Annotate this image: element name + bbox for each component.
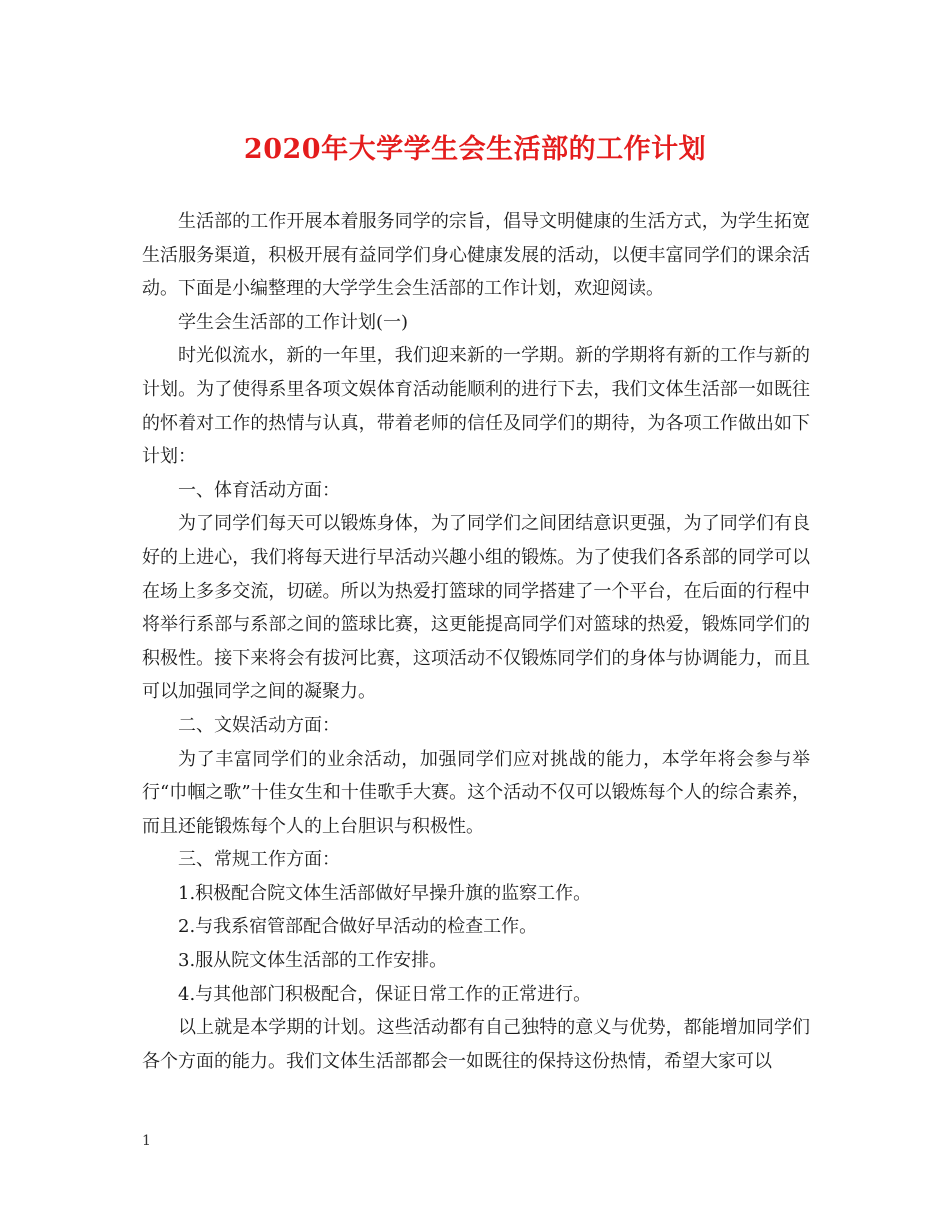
list-item-routine-3: 3.服从院文体生活部的工作安排。 xyxy=(178,950,448,972)
section-heading-sports: 一、体育活动方面： xyxy=(178,479,340,501)
section-heading-routine: 三、常规工作方面： xyxy=(178,849,340,871)
document-body xyxy=(142,205,810,1078)
list-item-routine-2: 2.与我系宿管部配合做好早活动的检查工作。 xyxy=(178,916,538,938)
paragraph-sports: 为了同学们每天可以锻炼身体，为了同学们之间团结意识更强，为了同学们有良好的上进心，我们将每天进行早活动兴趣小组的锻炼。为了使我们各系部的同学可以在场上多多交流，切磋。所以为热爱打篮球的同学搭建了一个平台，在后面的行程中将举行系部与系部之间的篮球比赛，这更能提高同学们对篮球的热爱，锻炼同学们的积极性。接下来将会有拔河比赛，这项活动不仅锻炼同学们的身体与协调能力，而且可以加强同学之间的凝聚力。 xyxy=(142,513,810,703)
section-heading-entertainment: 二、文娱活动方面： xyxy=(178,714,340,736)
page-number: 1 xyxy=(142,1133,151,1149)
list-item-routine-1: 1.积极配合院文体生活部做好早操升旗的监察工作。 xyxy=(178,882,592,904)
section-heading-plan-one: 学生会生活部的工作计划(一) xyxy=(178,311,409,333)
paragraph-entertainment: 为了丰富同学们的业余活动，加强同学们应对挑战的能力，本学年将会参与举行“巾帼之歌”十佳女生和十佳歌手大赛。这个活动不仅可以锻炼每个人的综合素养，而且还能锻炼每个人的上台胆识与积极性。 xyxy=(142,748,810,837)
paragraph-conclusion: 以上就是本学期的计划。这些活动都有自己独特的意义与优势，都能增加同学们各个方面的能力。我们文体生活部都会一如既往的保持这份热情，希望大家可以 xyxy=(142,1017,810,1072)
list-item-routine-4: 4.与其他部门积极配合，保证日常工作的正常进行。 xyxy=(178,983,592,1005)
paragraph-opening: 时光似流水，新的一年里，我们迎来新的一学期。新的学期将有新的工作与新的计划。为了使得系里各项文娱体育活动能顺利的进行下去，我们文体生活部一如既往的怀着对工作的热情与认真，带着老师的信任及同学们的期待，为各项工作做出如下计划： xyxy=(142,345,810,468)
page-title: 2020年大学学生会生活部的工作计划 xyxy=(243,134,707,165)
paragraph-intro: 生活部的工作开展本着服务同学的宗旨，倡导文明健康的生活方式，为学生拓宽生活服务渠道，积极开展有益同学们身心健康发展的活动，以便丰富同学们的课余活动。下面是小编整理的大学学生会生活部的工作计划，欢迎阅读。 xyxy=(142,211,810,300)
